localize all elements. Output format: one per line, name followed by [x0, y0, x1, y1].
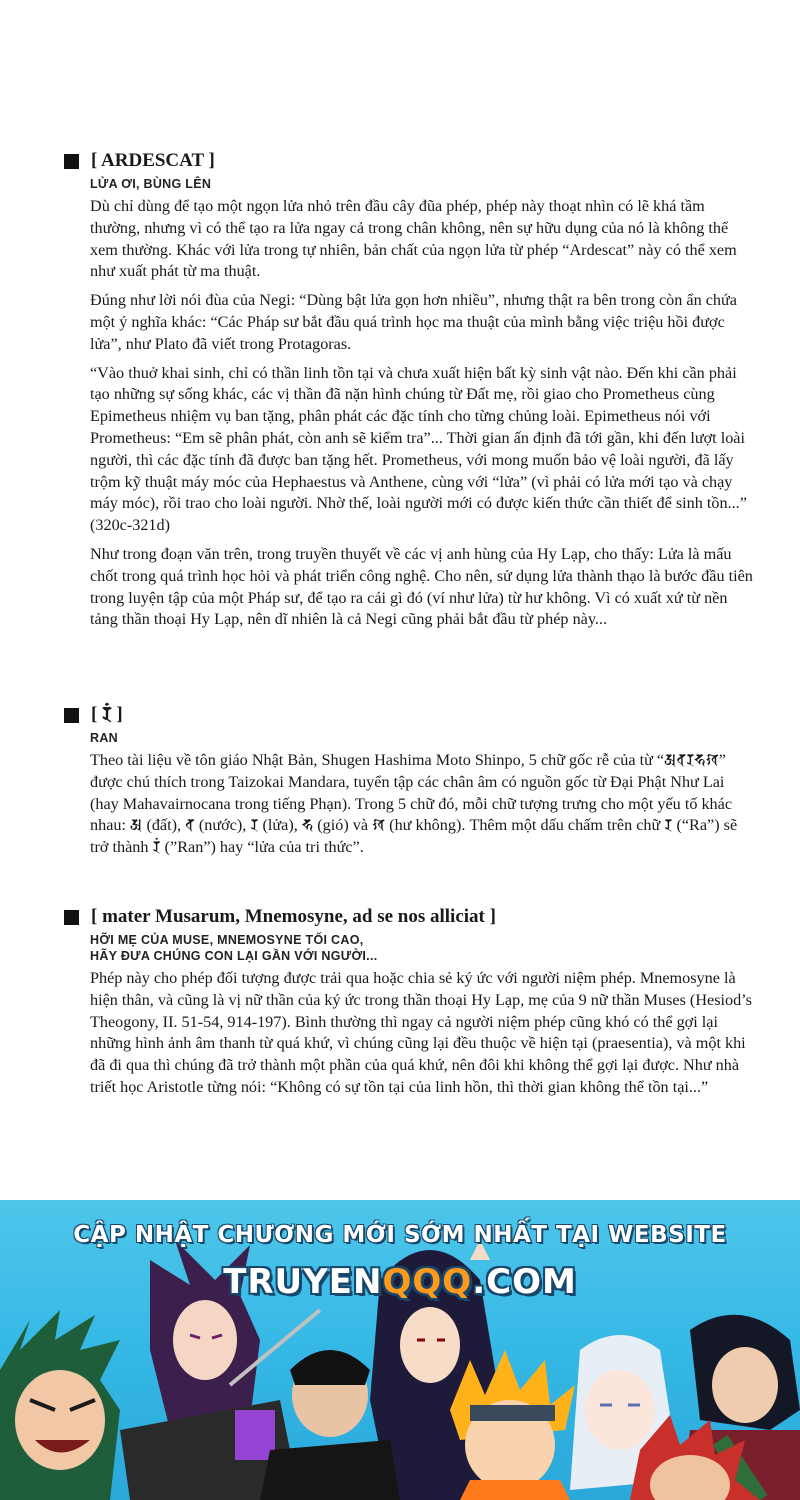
- logo-part-truyen: TRUYEN: [223, 1262, 383, 1302]
- square-bullet-icon: [64, 154, 79, 169]
- square-bullet-icon: [64, 910, 79, 925]
- section-heading: [64, 150, 754, 172]
- section-heading: [64, 704, 754, 726]
- section-ardescat: [64, 150, 754, 631]
- section-mnemosyne: [64, 906, 754, 1099]
- paragraph: “Vào thuở khai sinh, chỉ có thần linh tồn tại và chưa xuất hiện bất kỳ sinh vật nào. Đến khi cần phải tạo những sự sống khác, các vị thần đã nặn hình chúng từ Đất mẹ, rồi giao cho Prometheus cùng Epimetheus nhiệm vụ ban tặng, phân phát các đặc tính cho từng chủng loài. Epimetheus nói với Prometheus: “Em sẽ phân phát, còn anh sẽ kiểm tra”... Thời gian ấn định đã tới gần, khi đến lượt loài người, thì các đặc tính đã được ban tặng hết. Prometheus, với mong muốn bảo vệ loài người, đã lấy trộm kỹ thuật máy móc của Hephaestus và Anthene, cùng với “lửa” (vì phải có lửa mới tạo và chạy máy móc), rồi trao cho loài người. Nhờ thế, loài người mới có được kiến thức cần thiết để sinh tồn...” (320c-321d): [90, 363, 747, 535]
- paragraph: Như trong đoạn văn trên, trong truyền thuyết về các vị anh hùng của Hy Lạp, cho thấy: Lửa là mấu chốt trong quá trình học hỏi và phát triển công nghệ. Cho nên, sử dụng lửa thành thạo là bước đầu tiên trong luyện tập của một Pháp sư, để tạo ra cái gì đó (ví như lửa) từ hư không. Vì có xuất xứ từ nền tảng thần thoại Hy Lạp, nên dĩ nhiên là cả Negi cũng phải bắt đầu từ phép này...: [90, 544, 753, 629]
- section-subtitle: LỬA ƠI, BÙNG LÊN: [90, 177, 212, 191]
- section-heading: [64, 906, 754, 928]
- heading-text: [ mater Musarum, Mnemosyne, ad se nos alliciat ]: [91, 906, 496, 927]
- banner-headline: CẬP NHẬT CHƯƠNG MỚI SỚM NHẤT TẠI WEBSITE: [73, 1222, 727, 1248]
- site-banner[interactable]: [0, 1200, 800, 1500]
- section-subtitle-line: HÃY ĐƯA CHÚNG CON LẠI GẦN VỚI NGƯỜI...: [90, 949, 378, 963]
- section-subtitle-line: HỠI MẸ CỦA MUSE, MNEMOSYNE TỐI CAO,: [90, 933, 364, 947]
- section-subtitle: RAN: [90, 731, 118, 745]
- paragraph: Dù chỉ dùng để tạo một ngọn lửa nhỏ trên đầu cây đũa phép, phép này thoạt nhìn có lẽ khá tầm thường, nhưng vì có thể tạo ra lửa ngay cả trong chân không, nên sự hữu dụng của nó là không thể xem thường. Khác với lửa trong tự nhiên, bản chất của ngọn lửa từ phép “Ardescat” này có thể xem như xuất phát từ ma thuật.: [90, 197, 737, 281]
- square-bullet-icon: [64, 708, 79, 723]
- paragraph: Theo tài liệu về tôn giáo Nhật Bản, Shugen Hashima Moto Shinpo, 5 chữ gốc rễ của từ “𑖀𑖪𑖨𑖮𑖏” được chú thích trong Taizokai Mandara, tuyển tập các chân âm có nguồn gốc từ Đại Phật Như Lai (hay Mahavairnocana trong tiếng Phạn). Trong 5 chữ đó, mỗi chữ tượng trưng cho một yếu tố khác nhau: 𑖀 (đất), 𑖪 (nước), 𑖨 (lửa), 𑖮 (gió) và 𑖏 (hư không). Thêm một dấu chấm trên chữ 𑖨 (“Ra”) sẽ trở thành 𑖨𑖽 (”Ran”) hay “lửa của tri thức”.: [90, 751, 738, 857]
- website-logo-link[interactable]: [0, 1262, 800, 1302]
- heading-text: [ 𑖨𑖽 ]: [91, 704, 123, 725]
- section-ran: [64, 704, 754, 859]
- paragraph: Đúng như lời nói đùa của Negi: “Dùng bật lửa gọn hơn nhiều”, nhưng thật ra bên trong còn ẩn chứa một ý nghĩa khác: “Các Pháp sư bắt đầu quá trình học ma thuật của mình bằng việc triệu hồi được lửa”, như Plato đã viết trong Protagoras.: [90, 291, 737, 353]
- logo-part-qqq: QQQ: [382, 1262, 473, 1302]
- heading-text: [ ARDESCAT ]: [91, 150, 215, 171]
- paragraph: Phép này cho phép đối tượng được trải qua hoặc chia sẻ ký ức với người niệm phép. Mnemosyne là hiện thân, và cũng là vị nữ thần của ký ức trong thần thoại Hy Lạp, mẹ của 9 nữ thần Muses (Hesiod’s Theogony, II. 51-54, 914-197). Bình thường thì ngay cả người niệm phép cũng khó có thể gợi lại những hình ảnh âm thanh từ quá khứ, vì chúng cũng lại đều thuộc về hiện tại (praesentia), và một khi đã đi qua thì chúng đã trở thành một phần của quá khứ, nên đôi khi không thể gợi lại được. Như nhà triết học Aristotle từng nói: “Không có sự tồn tại của linh hồn, thì thời gian không thể tồn tại...”: [90, 969, 752, 1096]
- logo-part-com: .COM: [472, 1262, 577, 1302]
